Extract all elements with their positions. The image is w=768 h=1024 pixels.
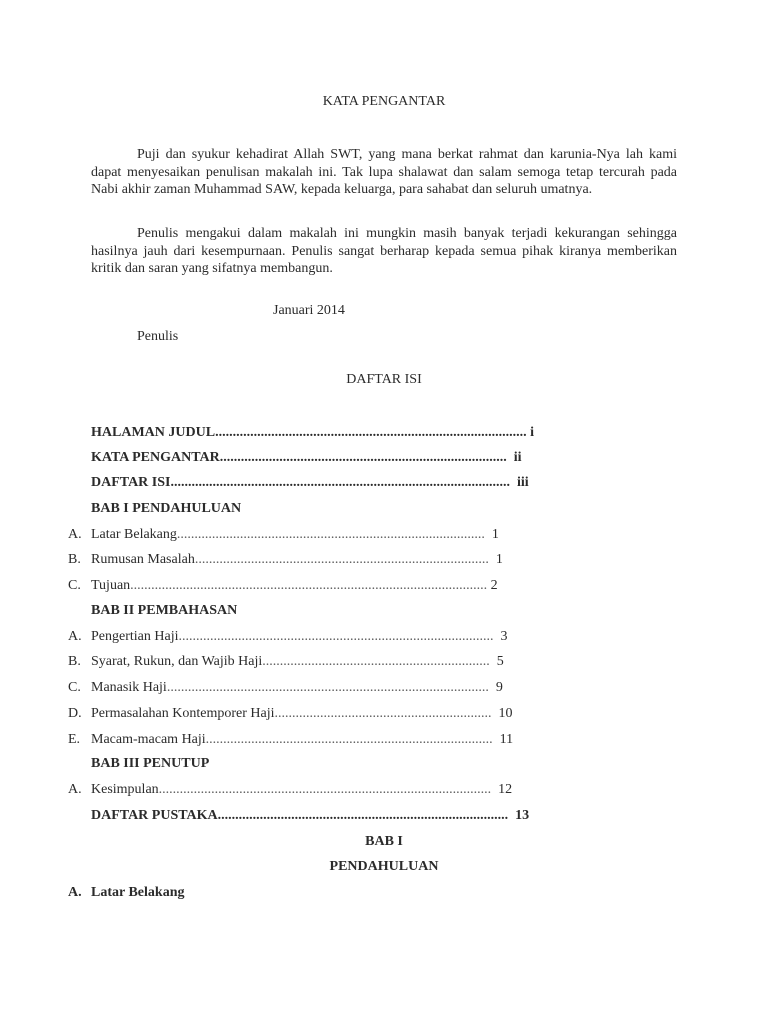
toc-entry-kesimpulan: A. Kesimpulan............................................................................................... 12 xyxy=(68,782,513,797)
toc-entry-daftar-pustaka: DAFTAR PUSTAKA................................................................................... 13 xyxy=(91,808,530,823)
bab1-section-heading xyxy=(68,885,184,901)
bab1-title: BAB I xyxy=(365,834,403,849)
toc-entry-kata-pengantar: KATA PENGANTAR.................................................................................. ii xyxy=(91,450,522,465)
toc-heading-bab-1: BAB I PENDAHULUAN xyxy=(91,501,242,516)
toc-entry-manasik-haji: C. Manasik Haji............................................................................................ 9 xyxy=(68,680,503,695)
section-letter: A. xyxy=(68,885,82,900)
toc-heading-bab-2: BAB II PEMBAHASAN xyxy=(91,603,238,618)
bab1-subtitle: PENDAHULUAN xyxy=(329,859,439,874)
toc-entry-pengertian-haji: A. Pengertian Haji.......................................................................................... 3 xyxy=(68,629,508,644)
kata-pengantar-title: KATA PENGANTAR xyxy=(322,94,446,109)
toc-entry-rumusan-masalah: B. Rumusan Masalah.................................................................................... 1 xyxy=(68,552,503,567)
toc-entry-permasalahan-kontemporer: D. Permasalahan Kontemporer Haji.............................................................. 10 xyxy=(68,706,513,721)
toc-entry-syarat-rukun-wajib: B. Syarat, Rukun, dan Wajib Haji................................................................. 5 xyxy=(68,654,504,669)
date-line: Januari 2014 xyxy=(273,303,345,318)
kata-pengantar-paragraph-2 xyxy=(91,225,677,278)
daftar-isi-title: DAFTAR ISI xyxy=(346,372,422,387)
toc-entry-macam-macam-haji: E. Macam-macam Haji.................................................................................. 11 xyxy=(68,732,514,747)
toc-entry-latar-belakang: A. Latar Belakang........................................................................................ 1 xyxy=(68,527,499,542)
kata-pengantar-paragraph-1 xyxy=(91,146,677,199)
toc-entry-tujuan: C. Tujuan...................................................................................................... 2 xyxy=(68,578,498,593)
toc-entry-daftar-isi: DAFTAR ISI................................................................................................. iii xyxy=(91,475,529,490)
section-title: Latar Belakang xyxy=(91,885,185,900)
toc-heading-bab-3: BAB III PENUTUP xyxy=(91,756,210,771)
signature-line: Penulis xyxy=(137,329,179,344)
paragraph-1-text: Puji dan syukur kehadirat Allah SWT, yang mana berkat rahmat dan karunia-Nya lah kami dapat menyesaikan penulisan makalah ini. Tak lupa shalawat dan salam semoga tetap tercurah pada Nabi akhir zaman Muhammad SAW, kepada keluarga, para sahabat dan seluruh umatnya. xyxy=(91,147,677,197)
toc-entry-halaman-judul: HALAMAN JUDUL......................................................................................... i xyxy=(91,425,534,440)
paragraph-2-text: Penulis mengakui dalam makalah ini mungkin masih banyak terjadi kekurangan sehingga hasilnya jauh dari kesempurnaan. Penulis sangat berharap kepada semua pihak kiranya memberikan kritik dan saran yang sifatnya membangun. xyxy=(91,226,677,276)
